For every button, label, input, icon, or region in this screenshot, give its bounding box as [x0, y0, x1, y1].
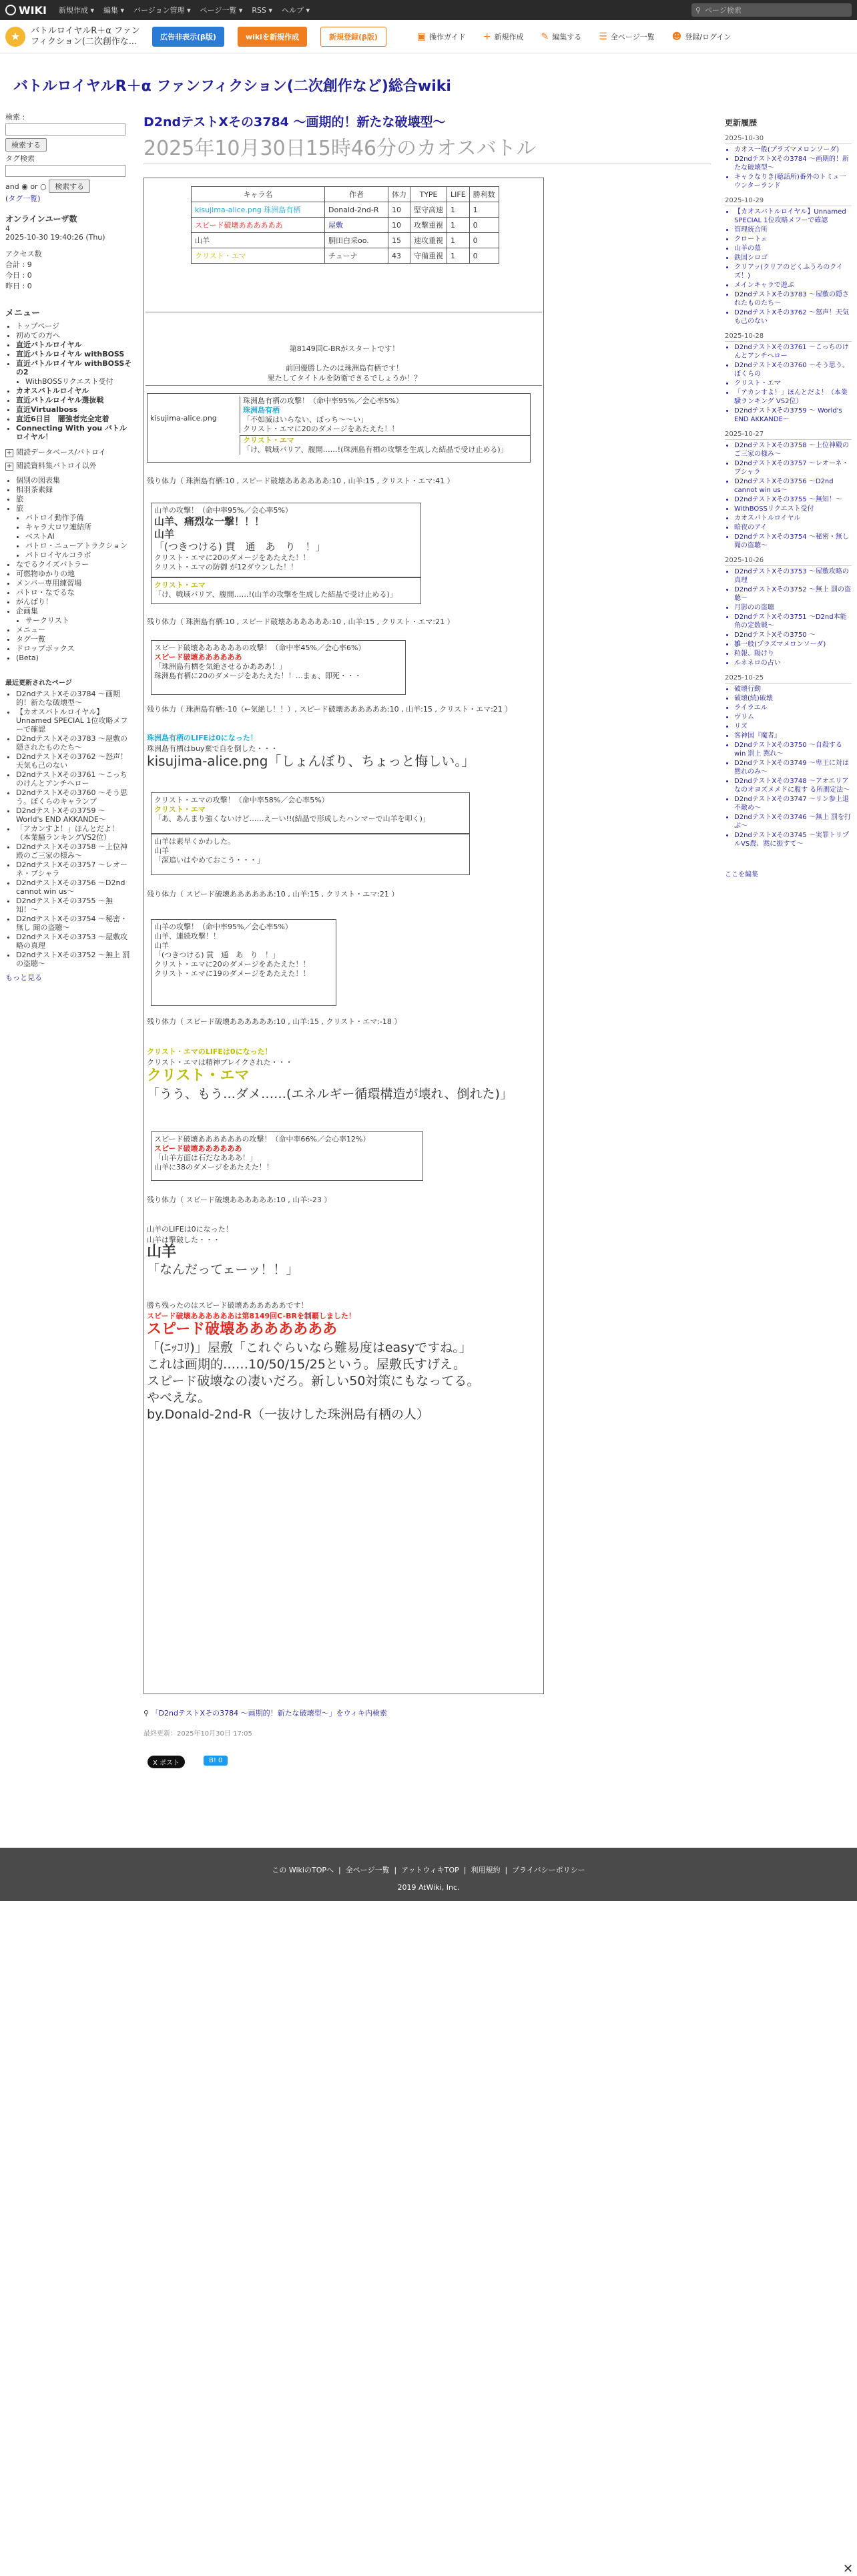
list-item[interactable]: • パトロ・なでるな — [16, 588, 132, 597]
hp-remaining: 残り体力（ 珠洲島有栖:-10（←気絶し！！）, スピード破壊ああああああ:10 , 山羊:15 , クリスト・エマ:21 ） — [147, 705, 513, 714]
plus-icon: + — [483, 31, 491, 42]
alice-image: kisujima-alice.png — [150, 414, 217, 423]
intro-text: 第8149回C-BRがスタートです！ 前回優勝したのは珠洲島有栖です！ 果たしてタイトルを防衛できるでしょうか！？ — [267, 344, 422, 382]
list-item[interactable]: • 直近バトルロイヤル選抜戦 — [16, 396, 132, 405]
history-item[interactable]: • ヴリム — [734, 713, 852, 722]
list-item[interactable]: • キャラ大ロワ連結所 — [25, 523, 132, 531]
hatena-button[interactable]: B! 0 — [204, 1756, 228, 1766]
menu-title: メニュー — [5, 308, 41, 318]
list-item[interactable]: • 直近バトルロイヤル withBOSS — [16, 350, 132, 358]
list-item[interactable]: • D2ndテストXその3752 〜無上 罰の盗聴〜 — [16, 951, 132, 968]
nav-edit[interactable]: ✎ 編集する — [541, 31, 582, 42]
history-item[interactable]: • 粒報、陽けり — [734, 650, 852, 658]
other-list — [16, 607, 132, 662]
list-item[interactable]: • D2ndテストXその3783 〜屋敷の隠されたものたち〜 — [16, 734, 132, 752]
expand-icon: + — [6, 449, 13, 457]
online-title: オンラインユーザ数 — [5, 214, 77, 224]
history-item[interactable]: • D2ndテストXその3759 〜 World's END AKKANDE〜 — [734, 407, 852, 424]
wiki-search-link[interactable]: ⚲ 「D2ndテストXその3784 〜画期的！新たな破壊型〜」をウィキ内検索 — [144, 1709, 387, 1718]
hp-remaining: 残り体力（ 珠洲島有栖:10 , スピード破壊ああああああ:10 , 山羊:15 , クリスト・エマ:21 ） — [147, 617, 455, 626]
wiki-title[interactable]: バトルロイヤルR＋α ファンフィクション(二次創作など)総合wiki — [13, 78, 451, 95]
list-item[interactable]: • 旅 — [16, 495, 132, 503]
list-item[interactable]: • 直近Virtualboss — [16, 405, 132, 414]
list-item[interactable]: • D2ndテストXその3762 〜怒声！天気も己のない — [16, 752, 132, 770]
wiki-search-input[interactable] — [5, 123, 125, 136]
history-list — [725, 132, 852, 848]
history-item[interactable]: • D2ndテストXその3751 〜D2nd本能角の定数戦〜 — [734, 613, 852, 630]
hp-remaining: 残り体力（ スピード破壊ああああああ:10 , 山羊:15 , クリスト・エマ:21 ） — [147, 890, 399, 898]
atwiki-logo[interactable]: WIKI — [5, 4, 47, 17]
page-search-input[interactable]: ⚲ ページ検索 — [691, 3, 852, 17]
list-item[interactable]: • 直近バトルロイヤル — [16, 340, 132, 349]
history-item[interactable]: • カオスバトルロイヤル — [734, 514, 852, 523]
list-item[interactable]: • D2ndテストXその3759 〜 World's END AKKANDE〜 — [16, 806, 132, 824]
list-item[interactable]: • パトロイヤルコラボ — [25, 551, 132, 559]
history-day-list — [734, 208, 852, 326]
list-item[interactable]: • バトロイ動作予備 — [25, 513, 132, 522]
goat-quote: 「なんだってェーッ！！」 — [147, 1262, 299, 1277]
recent-title: 最近更新されたページ — [5, 680, 72, 687]
or-radio[interactable]: ○ — [40, 182, 47, 191]
history-item[interactable]: • D2ndテストXその3757 〜レオーネ・ブシャラ — [734, 459, 852, 477]
nav-all-pages[interactable]: ☰ 全ページ一覧 — [599, 31, 655, 42]
list-item[interactable]: • D2ndテストXその3758 〜上位神殿のご三家の様み〜 — [16, 842, 132, 860]
list-item[interactable]: • (Beta) — [16, 654, 132, 662]
list-item[interactable]: • Connecting With you バトルロイヤル！ — [16, 424, 132, 441]
list-item[interactable]: • D2ndテストXその3757 〜レオーネ・ブシャラ — [16, 860, 132, 878]
menu-list — [16, 322, 132, 441]
history-day-list — [734, 441, 852, 550]
collapse-other[interactable]: + 閲読資料集バトロイ以外 — [6, 461, 97, 470]
list-item[interactable]: • 個別の図表集 — [16, 476, 132, 485]
wiki-create-button[interactable]: wikiを新規作成 — [238, 27, 307, 47]
nav-guide[interactable]: ▣ 操作ガイド — [416, 31, 466, 42]
users-icon: ☻ — [671, 31, 682, 42]
history-item[interactable]: • ライラエル — [734, 704, 852, 712]
history-item[interactable]: • D2ndテストXその3762 〜怒声！天気も己のない — [734, 308, 852, 326]
history-item[interactable]: • 月影のの盗聴 — [734, 603, 852, 612]
emma-out: クリスト・エマのLIFEは0になった！ クリスト・エマは精神ブレイクされた・・・ — [147, 1047, 293, 1067]
history-item[interactable]: • D2ndテストXその3745 〜実罪トリプルVS農、黙に振すて〜 — [734, 831, 852, 848]
copyright: 2019 AtWiki, Inc. — [397, 1883, 460, 1892]
table-row: クリスト・エマ チューナ 43 守備重視 1 0 — [192, 248, 499, 264]
history-item[interactable]: • クリアッ(クリアのどくふうろのクイズ！) — [734, 263, 852, 280]
history-item[interactable]: • D2ndテストXその3747 〜リン参上退不敵め〜 — [734, 795, 852, 812]
goat-out: 山羊のLIFEは0になった！ 山羊は撃破した・・・ — [147, 1225, 233, 1244]
search-icon: ⚲ — [144, 1709, 152, 1718]
alice-attack-box: kisujima-alice.png 珠洲島有栖の攻撃！（命中率95%／会心率5%） 珠洲島有栖 「不如滅はいらない、ぼっち～～い」 クリスト・エマに20のダメージをあたえた！！ クリスト・エマ 「け、戦域バリア、腹開……!(珠洲島有栖の攻撃を生成した結晶で受け止める)」 — [147, 393, 531, 463]
history-title: 更新履歴 — [725, 118, 758, 127]
list-item[interactable]: • なでるクイズバトラー — [16, 560, 132, 569]
tag-search-label: タグ検索 — [5, 154, 35, 163]
list-item[interactable]: • 旅 — [16, 504, 132, 513]
hp-remaining: 残り体力（ 珠洲島有栖:10 , スピード破壊ああああああ:10 , 山羊:15 , クリスト・エマ:41 ） — [147, 477, 455, 485]
top-bar — [0, 0, 857, 20]
nav-login[interactable]: ☻ 登録/ログイン — [671, 31, 732, 42]
list-item[interactable]: • カオスバトルロイヤル — [16, 387, 132, 395]
history-day-list — [734, 146, 852, 190]
search-button[interactable]: 検索する — [5, 138, 47, 152]
main-content — [144, 112, 711, 1767]
history-item[interactable]: • メインキャラで遊ぶ — [734, 281, 852, 290]
menu-help[interactable]: ヘルプ ▾ — [282, 6, 310, 15]
logo-mark-icon — [5, 5, 16, 15]
history-item[interactable]: • 客神国『魔者』 — [734, 732, 852, 740]
and-radio[interactable]: ◉ — [21, 182, 28, 191]
wiki-logo-icon[interactable]: ★ — [5, 27, 25, 47]
list-item[interactable]: • 【カオスバトルロイヤル】Unnamed SPECIAL 1位攻略メフーで確認 — [16, 708, 132, 734]
list-item[interactable]: • D2ndテストXその3761 〜こっちのけんとアンチヘロー — [16, 770, 132, 788]
list-item[interactable]: • D2ndテストXその3754 〜秘密・無し 聞の盗聴〜 — [16, 915, 132, 932]
list-item[interactable]: • ドロップボックス — [16, 644, 132, 653]
tag-search-button[interactable]: 検索する — [49, 180, 90, 193]
history-item[interactable]: • D2ndテストXその3783 〜屋敷の隠されたものたち〜 — [734, 290, 852, 308]
recent-list — [16, 690, 132, 968]
history-item[interactable]: • 雛一般(プラズマメロンソーダ) — [734, 640, 852, 649]
history-item[interactable]: • キャラなりき(聴話所)番外のトミュ一ウンターランド — [734, 173, 852, 190]
history-item[interactable]: • カオス一般(プラズマメロンソーダ) — [734, 146, 852, 154]
list-item[interactable]: • 可燃物ゆかりの地 — [16, 569, 132, 578]
list-item[interactable]: • タグ一覧 — [16, 635, 132, 643]
history-item[interactable]: • D2ndテストXその3756 〜D2nd cannot win us〜 — [734, 477, 852, 495]
search-icon: ⚲ — [695, 5, 701, 15]
list-item[interactable]: • D2ndテストXその3753 〜屋敷攻略の真理 — [16, 933, 132, 950]
history-item[interactable]: • 管理統合所 — [734, 226, 852, 234]
datetime: 2025-10-30 19:40:26 (Thu) — [5, 233, 105, 242]
history-item[interactable]: • D2ndテストXその3748 〜アオエリアなのオヨズメメドに腹す る所測定法〜 — [734, 777, 852, 794]
alice-quote: kisujima-alice.png「しょんぼり、ちょっと悔しい。」 — [147, 753, 475, 769]
history-item[interactable]: • ルネネロの占い — [734, 659, 852, 668]
goat-attack2-box: 山羊の攻撃！（命中率95%／会心率5%） 山羊、連続攻撃！！ 山羊 「(つきつける) 貫 通 あ り ！」 クリスト・エマに20のダメージをあたえた！！ クリスト・エマに19のダメージをあたえた！！ — [151, 919, 336, 1006]
history-item[interactable]: • D2ndテストXその3760 〜そう思う。ぼくらの — [734, 361, 852, 378]
history-item[interactable]: • WithBOSSリクエスト受付 — [734, 505, 852, 513]
history-date: 2025-10-26 — [725, 554, 852, 566]
alice-out: 珠洲島有栖のLIFEは0になった！ 珠洲島有栖はbuy棄で自を倒した・・・ — [147, 734, 278, 753]
battle-log — [144, 178, 544, 1694]
winner-text: 勝ち残ったのはスピード破壊ああああああです！ スピード破壊ああああああは第8149回C-BRを制覇しました！ — [147, 1301, 356, 1320]
list-item[interactable]: • 相羽茶素録 — [16, 485, 132, 494]
history-item[interactable]: • D2ndテストXその3750 〜 — [734, 631, 852, 639]
history-item[interactable]: • リズ — [734, 722, 852, 731]
list-item[interactable]: • メンバー専用練習場 — [16, 579, 132, 587]
list-item[interactable]: • 「アカンすよ！」ほんとだよ！（本業騒ランキングVS2位） — [16, 824, 132, 842]
list-item[interactable]: • 企画集 — [16, 607, 132, 615]
history-item[interactable]: • クロートェ — [734, 235, 852, 244]
ad-hide-button[interactable]: 広告非表示(β版) — [152, 27, 224, 47]
nav-new[interactable]: + 新規作成 — [483, 31, 524, 42]
history-item[interactable]: • D2ndテストXその3755 〜無知！〜 — [734, 495, 852, 504]
list-item[interactable]: • 直近6日目 闇強者完全定着 — [16, 415, 132, 423]
history-date: 2025-10-30 — [725, 132, 852, 144]
tag-list-link[interactable]: (タグ一覧) — [5, 194, 41, 203]
history-item[interactable]: • D2ndテストXその3758 〜上位神殿のご三家の様み〜 — [734, 441, 852, 459]
history-day-list — [734, 685, 852, 848]
pencil-icon: ✎ — [541, 31, 549, 42]
speed-attack2-box: スピード破壊ああああああの攻撃！（命中率66%／会心率12%） スピード破壊ああああああ 「山羊方面は石だなあああ！」 山羊に38のダメージをあたえた！！ — [151, 1131, 423, 1181]
collapse-db[interactable]: + 閲読データベース/バトロイ — [6, 448, 106, 457]
history-date: 2025-10-28 — [725, 330, 852, 342]
list-item[interactable]: • がんばり！ — [16, 597, 132, 606]
history-date: 2025-10-27 — [725, 428, 852, 440]
history-item[interactable]: • D2ndテストXその3754 〜秘密・無し 聞の盗聴〜 — [734, 533, 852, 550]
history-item[interactable]: • 破壊行動 — [734, 685, 852, 694]
left-sidebar — [5, 110, 132, 983]
emma-guard-box: クリスト・エマ 「け、戦域バリア、腹開……!(山羊の攻撃を生成した結晶で受け止める)」 — [151, 577, 421, 604]
goat-dodge-box: 山羊は素早くかわした。 山羊 「深追いはやめておこう・・・」 — [151, 834, 470, 875]
online-count: 4 — [5, 224, 10, 233]
tag-search-input[interactable] — [5, 165, 125, 177]
divider — [146, 385, 542, 386]
list-item[interactable]: • 初めての方へ — [16, 331, 132, 340]
hp-remaining: 残り体力（ スピード破壊ああああああ:10 , 山羊:-23 ） — [147, 1196, 332, 1204]
more-link[interactable]: もっと見る — [5, 973, 42, 982]
history-date: 2025-10-25 — [725, 672, 852, 684]
table-row: 山羊 胴田白采oo. 15 速攻重視 1 0 — [192, 233, 499, 248]
list-icon: ☰ — [599, 31, 607, 42]
list-item[interactable]: • サークリスト — [25, 616, 132, 625]
history-item[interactable]: • 【カオスバトルロイヤル】Unnamed SPECIAL 1位攻略メフーで確認 — [734, 208, 852, 225]
page-title: D2ndテストXその3784 〜画期的！新たな破壊型〜 — [144, 115, 446, 130]
table-header-row: キャラ名 作者 体力 TYPE LIFE 勝利数 — [192, 187, 499, 202]
menu-version[interactable]: バージョン管理 ▾ — [133, 6, 191, 15]
history-item[interactable]: • 山羊の墓 — [734, 244, 852, 253]
emma-name: クリスト・エマ — [147, 1067, 250, 1084]
history-item[interactable]: • D2ndテストXその3784 〜画期的！新たな破壊型〜 — [734, 155, 852, 172]
history-day-list — [734, 567, 852, 668]
menu-new[interactable]: 新規作成 ▾ — [58, 6, 94, 15]
or-label: or — [30, 182, 38, 191]
access-counter: アクセス数 合計 : 9 今日 : 0 昨日 : 0 — [5, 250, 42, 290]
page-subtitle: 2025年10月30日15時46分のカオスバトル — [144, 132, 711, 164]
hp-remaining: 残り体力（ スピード破壊ああああああ:10 , 山羊:15 , クリスト・エマ:-18 ） — [147, 1017, 402, 1026]
list-item[interactable]: • D2ndテストXその3784 〜画期的！新たな破壊型〜 — [16, 690, 132, 707]
history-item[interactable]: • D2ndテストXその3761 〜こっちのけんとアンチヘロー — [734, 343, 852, 360]
last-update: 最終更新：2025年10月30日 17:05 — [144, 1730, 252, 1738]
close-icon[interactable]: ✕ — [843, 2562, 854, 2576]
edit-here-link[interactable]: ここを編集 — [725, 871, 758, 878]
right-sidebar — [725, 117, 852, 878]
goat-name: 山羊 — [147, 1244, 177, 1260]
list-item[interactable]: • WithBOSSリクエスト受付 — [25, 377, 132, 386]
signature: by.Donald-2nd-R（一抜けした珠洲島有栖の人） — [147, 1407, 430, 1422]
history-item[interactable]: • D2ndテストXその3746 〜無上 罰を打ぶ〜 — [734, 813, 852, 830]
footer — [0, 1848, 857, 1901]
goat-attack-box: 山羊の攻撃！（命中率95%／会心率5%） 山羊、痛烈な一撃！！！ 山羊 「(つきつける) 貫 通 あ り ！」 クリスト・エマに20のダメージをあたえた！！ クリスト・エマの防御 が12ダウンした！！ — [151, 503, 421, 577]
history-item[interactable]: • D2ndテストXその3750 〜自殺するwin 罰上 黙れ〜 — [734, 741, 852, 758]
menu-edit[interactable]: 編集 ▾ — [103, 6, 125, 15]
list-item[interactable]: • D2ndテストXその3760 〜そう思う。ぼくらのキャランプ — [16, 788, 132, 806]
history-item[interactable]: • D2ndテストXその3753 〜屋敷攻略の真理 — [734, 567, 852, 585]
guide-icon: ▣ — [416, 31, 426, 42]
menu-rss[interactable]: RSS ▾ — [252, 5, 273, 15]
list-item[interactable]: • メニュー — [16, 625, 132, 634]
winner-name: スピード破壊あああああああ — [147, 1321, 338, 1338]
history-item[interactable]: • 鉄国シロゴ — [734, 254, 852, 262]
search-label: 検索 : — [5, 113, 25, 121]
footer-links: この WikiのTOPへ | 全ページ一覧 | アットウィキTOP | 利用規約 | プライバシーポリシー — [272, 1866, 585, 1874]
expand-icon: + — [6, 463, 13, 470]
list-item[interactable]: • パトロ・ニューアトラクション — [25, 541, 132, 550]
x-post-button[interactable]: X ポスト — [148, 1756, 185, 1768]
table-row: スピード破壊ああああああ 屋敷 10 攻撃重視 1 0 — [192, 218, 499, 233]
and-label: and — [5, 182, 19, 191]
history-item[interactable]: • クリスト・エマ — [734, 379, 852, 388]
speed-attack-box: スピード破壊ああああああの攻撃！（命中率45%／会心率6%） スピード破壊ああああああ 「珠洲島有栖を気絶させるかあああ！」 珠洲島有栖に20のダメージをあたえた！！…まぁ、即死・・・ — [151, 640, 406, 695]
list-item[interactable]: • D2ndテストXその3756 〜D2nd cannot win us〜 — [16, 878, 132, 896]
site-name[interactable]: バトルロイヤルR＋α ファンフィクション(二次創作な... — [31, 25, 140, 47]
history-date: 2025-10-29 — [725, 194, 852, 206]
comment: 「(ﾆｯｺﾘ)」屋敷「これぐらいなら難易度はeasyですね。」 これは画期的……10/50/15/25という。屋敷氏すげえ。 スピード破壊なの凄いだろ。新しい50対策にもなってる。 やべえな。 by.Donald-2nd-R（一抜けした珠洲島有栖の人） — [147, 1340, 542, 1423]
history-day-list — [734, 343, 852, 424]
emma-quote: 「うう、もう…ダメ……(エネルギー循環構造が壊れ、倒れた)」 — [147, 1087, 513, 1101]
table-row: kisujima-alice.png 珠洲島有栖 Donald-2nd-R 10 堅守高速 1 1 — [192, 202, 499, 218]
list-item[interactable]: • 直近バトルロイヤル withBOSSその2 — [16, 359, 132, 376]
status-table — [191, 186, 499, 264]
sub-list — [16, 476, 132, 606]
history-item[interactable]: • D2ndテストXその3752 〜無上 罰の盗聴〜 — [734, 585, 852, 603]
list-item[interactable]: • トップページ — [16, 322, 132, 330]
site-header — [0, 20, 857, 53]
history-item[interactable]: • D2ndテストXその3749 〜卑王に対は黙れのみ〜 — [734, 759, 852, 776]
history-item[interactable]: • 暗夜のアイ — [734, 523, 852, 532]
register-button[interactable]: 新規登録(β版) — [320, 27, 386, 47]
list-item[interactable]: • D2ndテストXその3755 〜無知！〜 — [16, 896, 132, 914]
emma-attack-box: クリスト・エマの攻撃！（命中率58%／会心率5%） クリスト・エマ 「あ、あんまり強くないけど……えーい!!(結晶で形成したハンマーで山羊を叩く)」 — [151, 792, 470, 834]
history-item[interactable]: • 破壊(続)破壊 — [734, 694, 852, 703]
history-item[interactable]: • 「アカンすよ！」ほんとだよ！（本業騒ランキング VS2位） — [734, 389, 852, 406]
list-item[interactable]: • ベストAI — [25, 532, 132, 541]
menu-pages[interactable]: ページ一覧 ▾ — [200, 6, 243, 15]
